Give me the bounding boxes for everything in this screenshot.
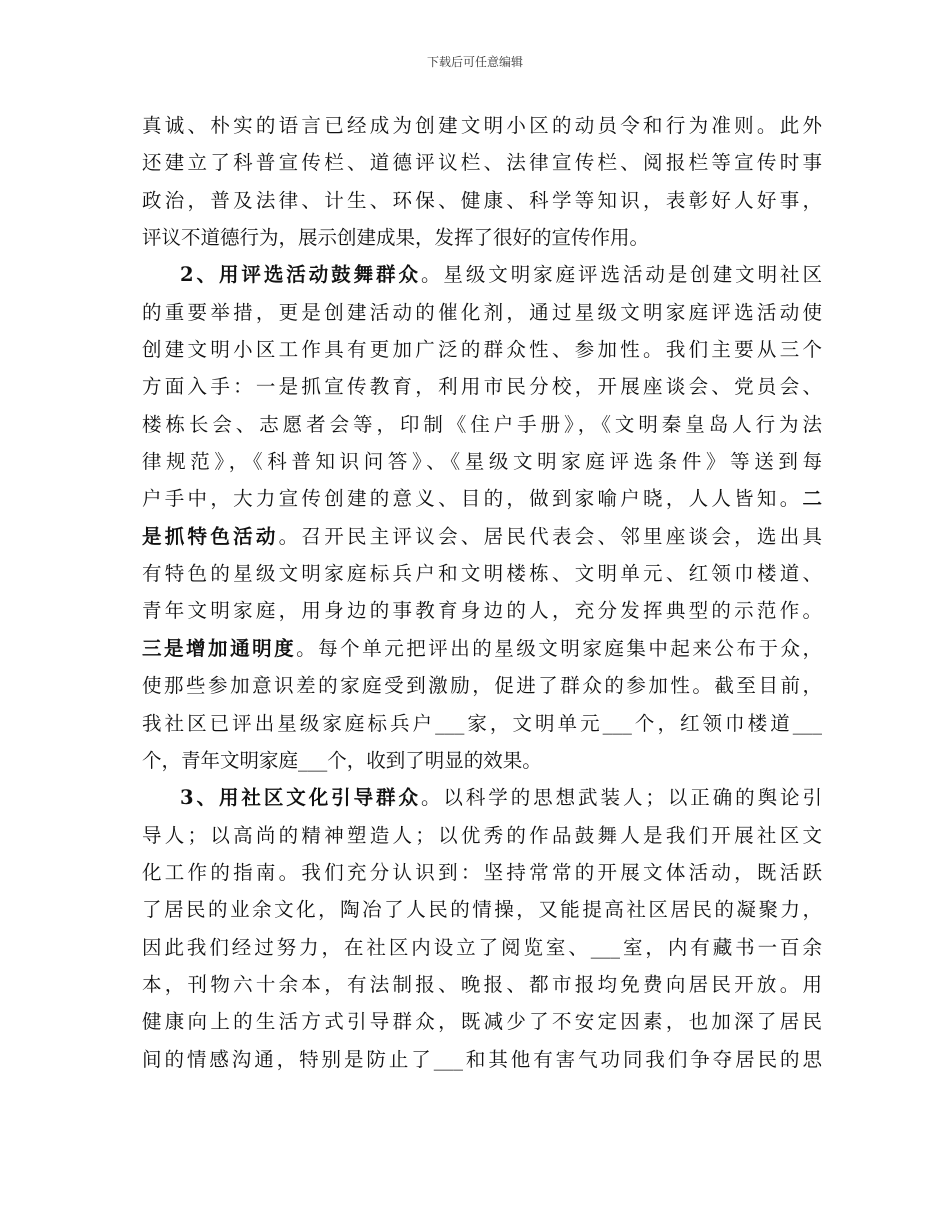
text-line [142,518,822,555]
text-line [142,368,822,405]
text-line [142,480,822,517]
text-run: 间的情感沟通，特别是防止了___和其他有害气功同我们争夺居民的思 [142,1047,822,1071]
text-line [142,854,822,891]
text-run: 真诚、朴实的语言已经成为创建文明小区的动员令和行为准则。此外 [142,114,822,137]
text-line [142,630,822,667]
bold-text-run: 是抓特色活动 [142,524,279,548]
text-line [142,555,822,592]
text-run: 青年文明家庭，用身边的事教育身边的人，充分发挥典型的示范作。 [142,599,822,623]
text-line [142,331,822,368]
text-run: 评议不道德行为，展示创建成果，发挥了很好的宣传作用。 [142,226,650,250]
text-line [142,817,822,854]
text-run: 我社区已评出星级家庭标兵户___家，文明单元___个，红领巾楼道___ [142,711,822,735]
text-line [142,294,822,331]
text-run: 。以科学的思想武装人；以正确的舆论引 [420,786,822,810]
text-line [142,705,822,742]
text-run: 因此我们经过努力，在社区内设立了阅览室、___室，内有藏书一百余 [142,935,822,959]
bold-text-run: 三是增加通明度 [142,636,297,660]
text-line [142,182,822,219]
text-run: 创建文明小区工作具有更加广泛的群众性、参加性。我们主要从三个 [142,338,822,362]
bold-text-run: 3、用社区文化引导群众 [180,786,421,810]
text-line [142,667,822,704]
text-run: 还建立了科普宣传栏、道德评议栏、法律宣传栏、阅报栏等宣传时事 [142,151,822,175]
text-run: 户手中，大力宣传创建的意义、目的，做到家喻户晓，人人皆知。 [142,487,803,511]
text-line [142,592,822,629]
text-run: 导人；以高尚的精神塑造人；以优秀的作品鼓舞人是我们开展社区文 [142,823,822,847]
text-line [142,1041,822,1078]
text-line [142,1003,822,1040]
text-run: 了居民的业余文化，陶冶了人民的情操，又能提高社区居民的凝聚力， [142,898,822,922]
text-line [142,256,822,293]
text-run: 健康向上的生活方式引导群众，既减少了不安定因素，也加深了居民 [142,1010,822,1034]
text-run: 本，刊物六十余本，有法制报、晚报、都市报均免费向居民开放。用 [142,972,822,996]
page-header-note: 下载后可任意编辑 [426,55,523,69]
text-run: 化工作的指南。我们充分认识到：坚持常常的开展文体活动，既活跃 [142,860,822,884]
text-line [142,107,822,144]
text-line [142,443,822,480]
text-run: 。每个单元把评出的星级文明家庭集中起来公布于众， [296,636,822,660]
bold-text-run: 2、用评选活动鼓舞群众 [180,263,421,287]
text-run: 个，青年文明家庭___个，收到了明显的效果。 [142,748,542,772]
text-run: 方面入手：一是抓宣传教育，利用市民分校，开展座谈会、党员会、 [142,375,822,399]
text-run: 。召开民主评议会、居民代表会、邻里座谈会，选出具 [278,524,822,548]
text-line [142,219,822,256]
text-run: 政治，普及法律、计生、环保、健康、科学等知识，表彰好人好事， [142,188,822,212]
text-run: 有特色的星级文明家庭标兵户和文明楼栋、文明单元、红领巾楼道、 [142,562,822,586]
text-line [142,144,822,181]
text-run: 。星级文明家庭评选活动是创建文明社区 [420,263,822,287]
text-line [142,966,822,1003]
text-run: 律规范》，《科普知识问答》、《星级文明家庭评选条件》等送到每 [142,450,822,474]
bold-text-run: 二 [802,487,822,511]
text-line [142,891,822,928]
text-run: 楼栋长会、志愿者会等，印制《住户手册》，《文明秦皇岛人行为法 [142,412,822,436]
text-run: 的重要举措，更是创建活动的催化剂，通过星级文明家庭评选活动使 [142,300,822,324]
text-line [142,742,822,779]
document-body [142,107,822,1078]
text-line [142,929,822,966]
text-run: 使那些参加意识差的家庭受到激励，促进了群众的参加性。截至目前， [142,674,822,698]
text-line [142,779,822,816]
text-line [142,406,822,443]
